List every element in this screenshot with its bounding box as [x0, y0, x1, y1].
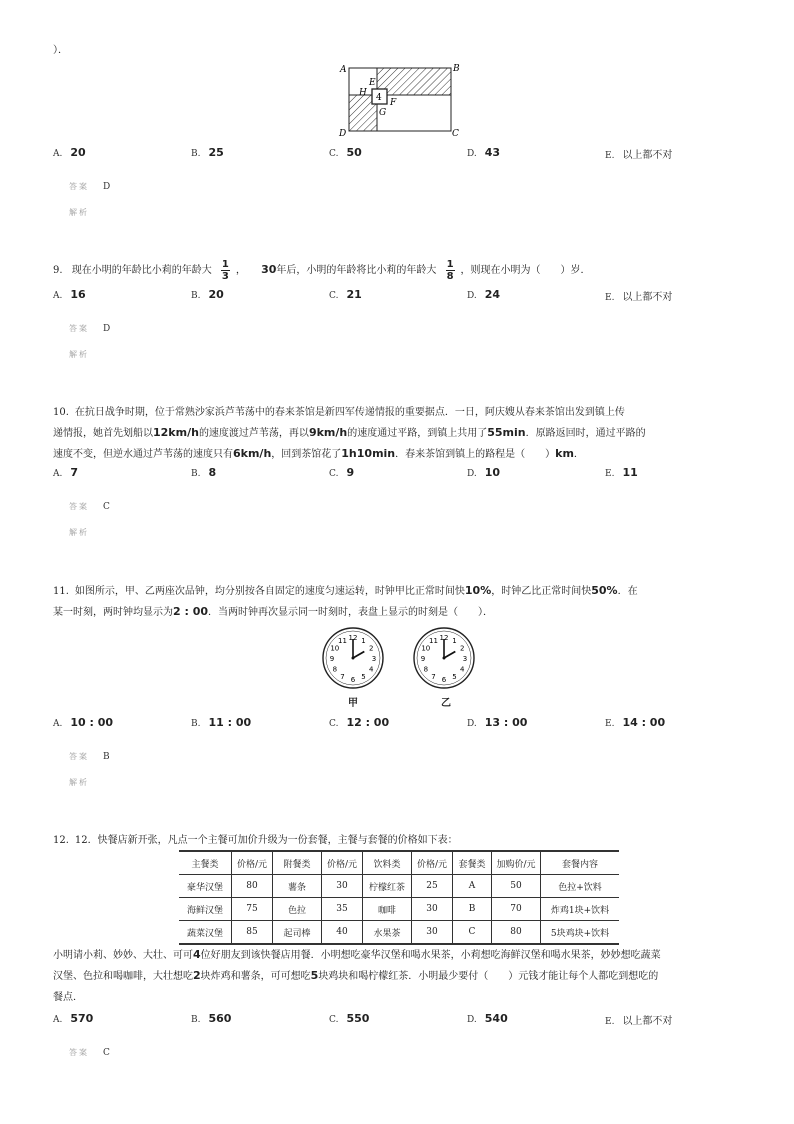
table-row: 豪华汉堡 80 薯条 30 柠檬红茶 25 A 50 色拉+饮料	[179, 875, 619, 898]
clock-number: 11	[429, 636, 438, 645]
q11-explanation-label: 解析	[69, 778, 89, 787]
figure-center-label: 4	[376, 93, 382, 103]
q11-option-c[interactable]: C. 12 : 00	[329, 716, 390, 729]
table-row: 海鲜汉堡 75 色拉 35 咖啡 30 B 70 炸鸡1块+饮料	[179, 898, 619, 921]
svg-text:D: D	[339, 129, 347, 139]
clock-number: 9	[420, 655, 426, 663]
q8-option-b[interactable]: B. 25	[191, 146, 224, 159]
q9-option-e[interactable]: E. 以上都不对	[605, 292, 673, 303]
q11-stem-line2: 某一时刻，两时钟均显示为2 : 00．当两时钟再次显示同一时刻时，表盘上显示的时刻是（ ）．	[53, 605, 494, 618]
q8-answer: 答案 D	[69, 182, 111, 192]
q11-option-e[interactable]: E. 14 : 00	[605, 716, 666, 729]
clock-jia-label: 甲	[348, 698, 358, 709]
q12-option-c[interactable]: C. 550	[329, 1012, 370, 1025]
q8-option-e[interactable]: E. 以上都不对	[605, 150, 673, 161]
q12-body-line3: 餐点．	[53, 992, 83, 1003]
svg-text:C: C	[452, 129, 459, 139]
q10-stem-line1: 10. 在抗日战争时期，位于常熟沙家浜芦苇荡中的春来茶馆是新四军传递情报的重要据点．一日，阿庆嫂从春来茶馆出发到镇上传	[53, 407, 625, 418]
clock-number: 3	[462, 655, 468, 663]
q9-option-a[interactable]: A. 16	[53, 288, 86, 301]
q12-option-e[interactable]: E. 以上都不对	[605, 1016, 673, 1027]
svg-text:G: G	[379, 108, 387, 118]
svg-text:E: E	[369, 78, 376, 88]
clock-number: 5	[452, 673, 457, 682]
q11-option-a[interactable]: A. 10 : 00	[53, 716, 114, 729]
svg-text:B: B	[453, 64, 460, 74]
q10-stem-line3: 速度不变，但逆水通过芦苇荡的速度只有6km/h，回到茶馆花了1h10min．春来茶馆到镇上的路程是（ ）km．	[53, 447, 584, 460]
svg-text:F: F	[390, 98, 397, 108]
clock-number: 12	[348, 634, 358, 642]
table-header-row: 主餐类 价格/元 附餐类 价格/元 饮料类 价格/元 套餐类 加购价/元 套餐内容	[179, 851, 619, 875]
clock-number: 1	[361, 636, 366, 645]
q12-option-a[interactable]: A. 570	[53, 1012, 94, 1025]
q11-stem-line1: 11. 如图所示，甲、乙两座次品钟，均分别按各自固定的速度匀速运转，时钟甲比正常时间快10%，时钟乙比正常时间快50%．在	[53, 584, 638, 597]
q10-option-a[interactable]: A. 7	[53, 466, 79, 479]
q12-intro: 12. 12．快餐店新开张，凡点一个主餐可加价升级为一份套餐，主餐与套餐的价格如下表：	[53, 835, 458, 846]
table-row: 蔬菜汉堡 85 起司棒 40 水果茶 30 C 80 5块鸡块+饮料	[179, 921, 619, 945]
q12-option-b[interactable]: B. 560	[191, 1012, 232, 1025]
svg-text:H: H	[359, 88, 367, 98]
q12-option-d[interactable]: D. 540	[467, 1012, 508, 1025]
q11-option-b[interactable]: B. 11 : 00	[191, 716, 252, 729]
clock-number: 8	[332, 665, 338, 674]
q8-tail-text: ）．	[53, 45, 68, 56]
clock-jia	[323, 628, 383, 688]
clock-number: 2	[368, 644, 374, 653]
clock-number: 9	[329, 655, 335, 663]
q8-option-a[interactable]: A. 20	[53, 146, 86, 159]
q11-clocks-figure	[318, 624, 478, 706]
clock-number: 4	[368, 665, 374, 674]
q9-fraction-2: $\frac{1}{8}$	[446, 259, 454, 282]
clock-number: 6	[350, 676, 356, 684]
q8-explanation-label: 解析	[69, 208, 89, 217]
clock-number: 3	[371, 655, 377, 663]
clock-number: 10	[421, 644, 431, 653]
clock-number: 7	[431, 673, 436, 682]
q9-option-b[interactable]: B. 20	[191, 288, 224, 301]
q10-option-e[interactable]: E. 11	[605, 466, 638, 479]
q12-answer: 答案 C	[69, 1048, 110, 1058]
clock-yi-label: 乙	[441, 698, 451, 709]
q10-answer: 答案 C	[69, 502, 110, 512]
q10-stem-line2: 递情报，她首先划船以12km/h的速度渡过芦苇荡，再以9km/h的速度通过平路，到镇上共用了55min．原路返回时，通过平路的	[53, 426, 646, 439]
clock-number: 7	[340, 673, 345, 682]
q10-option-c[interactable]: C. 9	[329, 466, 355, 479]
clock-number: 4	[459, 665, 465, 674]
q11-option-d[interactable]: D. 13 : 00	[467, 716, 528, 729]
q12-body-line2: 汉堡、色拉和喝咖啡，大壮想吃2块炸鸡和薯条，可可想吃5块鸡块和喝柠檬红茶．小明最少要付（ ）元钱才能让每个人都吃到想吃的	[53, 969, 659, 982]
q9-fraction-1: $\frac{1}{3}$	[221, 259, 229, 282]
q10-explanation-label: 解析	[69, 528, 89, 537]
q10-option-d[interactable]: D. 10	[467, 466, 501, 479]
clock-number: 1	[452, 636, 457, 645]
q10-option-b[interactable]: B. 8	[191, 466, 217, 479]
q8-option-d[interactable]: D. 43	[467, 146, 501, 159]
clock-number: 12	[439, 634, 449, 642]
q12-body-line1: 小明请小莉、妙妙、大壮、可可4位好朋友到该快餐店用餐．小明想吃豪华汉堡和喝水果茶，小莉想吃海鲜汉堡和喝水果茶，妙妙想吃蔬菜	[53, 948, 661, 961]
q12-price-table	[179, 850, 619, 945]
clock-number: 2	[459, 644, 465, 653]
clock-number: 8	[423, 665, 429, 674]
q8-rectangle-figure	[335, 60, 465, 140]
clock-number: 10	[330, 644, 340, 653]
q9-answer: 答案 D	[69, 324, 111, 334]
q9-option-d[interactable]: D. 24	[467, 288, 501, 301]
q11-answer: 答案 B	[69, 752, 110, 762]
clock-number: 11	[338, 636, 347, 645]
clock-number: 6	[441, 676, 447, 684]
clock-number: 5	[361, 673, 366, 682]
q9-stem: 9. 现在小明的年龄比小莉的年龄大 $\frac{1}{3}$ ， 30年后，小明的年龄将比小莉的年龄大 $\frac{1}{8}$ ，则现在小明为（ ）岁．	[53, 259, 591, 282]
q9-option-c[interactable]: C. 21	[329, 288, 362, 301]
clock-yi	[414, 628, 474, 688]
q9-explanation-label: 解析	[69, 350, 89, 359]
q8-option-c[interactable]: C. 50	[329, 146, 362, 159]
svg-text:A: A	[340, 65, 347, 75]
